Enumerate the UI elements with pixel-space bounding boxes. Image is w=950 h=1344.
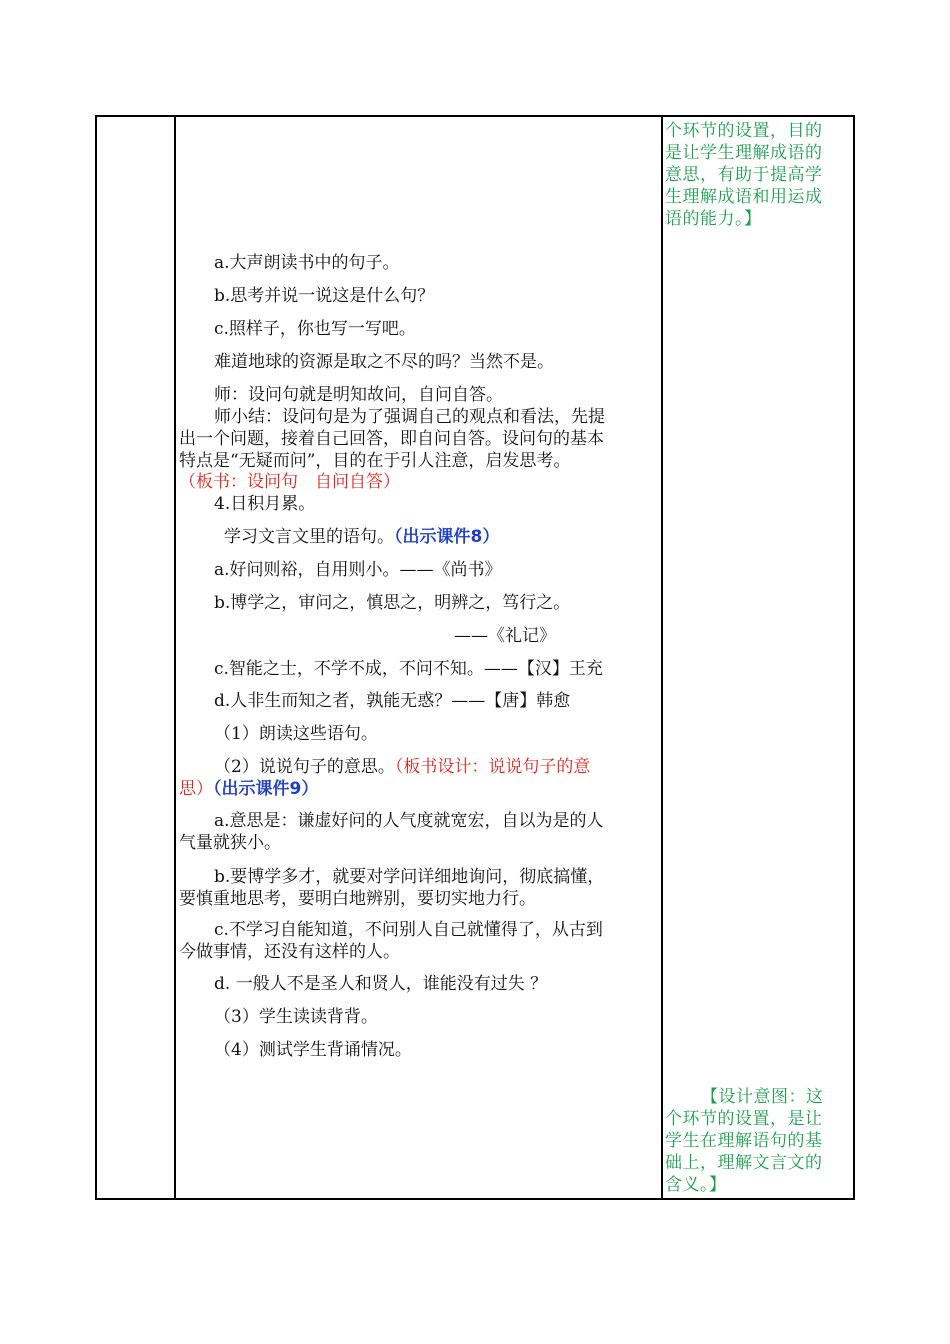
courseware-9: （出示课件9） [213, 779, 319, 799]
courseware-8: （出示课件8） [394, 527, 500, 547]
learn-line [224, 527, 499, 548]
quote-a: a.好问则裕，自用则小。——《尚书》 [214, 560, 502, 580]
step-2-cont [179, 779, 318, 800]
board-note-2a: （板书设计：说说句子的意 [394, 757, 591, 777]
intent-top-line: 生理解成语和用运成 [665, 187, 823, 207]
meaning-d: d. 一般人不是圣人和贤人，谁能没有过失 ？ [214, 974, 548, 994]
step-4: （4）测试学生背诵情况。 [214, 1040, 412, 1060]
meaning-c-2: 今做事情，还没有这样的人。 [179, 942, 400, 962]
quote-b: b.博学之，审问之，慎思之，明辨之，笃行之。 [214, 593, 571, 613]
intent-top-line: 个环节的设置，目的 [665, 121, 823, 141]
intent-bottom-line: 含义。】 [665, 1175, 727, 1195]
design-intent-column [663, 117, 853, 1198]
step-c-write: c.照样子，你也写一写吧。 [214, 319, 416, 339]
learn-text: 学习文言文里的语句。 [224, 527, 394, 547]
board-note-2b: 思） [179, 779, 213, 799]
intent-bottom-line: 个环节的设置，是让 [665, 1109, 823, 1129]
summary-line-2: 出一个问题，接着自己回答，即自问自答。设问句的基本 [179, 429, 604, 449]
step-b-think: b.思考并说一说这是什么句？ [214, 286, 435, 306]
intent-top-line: 语的能力。】 [665, 209, 762, 229]
intent-top-line: 意思，有助于提高学 [665, 165, 823, 185]
meaning-b-2: 要慎重地思考，要明白地辨别，要切实地力行。 [179, 889, 536, 909]
meaning-a-2: 气量就狭小。 [179, 833, 281, 853]
design-intent-top [665, 120, 823, 230]
summary-line-3: 特点是“无疑而问”，目的在于引人注意，启发思考。 [179, 451, 571, 471]
quote-b-source: ——《礼记》 [454, 626, 556, 646]
example-sentence: 难道地球的资源是取之不尽的吗？当然不是。 [214, 352, 554, 372]
stage-column [97, 117, 176, 1198]
board-note-1: （板书：设问句 自问自答） [179, 472, 400, 492]
meaning-a-1: a.意思是：谦虚好问的人气度就宽宏，自以为是的人 [214, 811, 604, 831]
activity-column [176, 117, 663, 1198]
meaning-b-1: b.要博学多才，就要对学问详细地询问，彻底搞懂， [214, 867, 605, 887]
intent-bottom-line: 【设计意图：这 [701, 1087, 824, 1107]
lesson-table [95, 115, 855, 1200]
intent-top-line: 是让学生理解成语的 [665, 143, 823, 163]
intent-bottom-line: 础上，理解文言文的 [665, 1153, 823, 1173]
step-3: （3）学生读读背背。 [214, 1007, 378, 1027]
quote-d: d.人非生而知之者，孰能无惑？——【唐】韩愈 [214, 691, 571, 711]
meaning-c-1: c.不学习自能知道，不问别人自己就懂得了，从古到 [214, 920, 603, 940]
step-2-text: （2）说说句子的意思。 [214, 757, 395, 777]
summary-line-1: 师小结：设问句是为了强调自己的观点和看法，先提 [214, 407, 605, 427]
quote-c: c.智能之士，不学不成，不问不知。——【汉】王充 [214, 659, 603, 679]
step-a-read: a.大声朗读书中的句子。 [214, 253, 400, 273]
teacher-line: 师：设问句就是明知故问，自问自答。 [214, 385, 503, 405]
step-2 [214, 757, 590, 778]
step-1: （1）朗读这些语句。 [214, 724, 378, 744]
intent-bottom-line: 学生在理解语句的基 [665, 1131, 823, 1151]
design-intent-bottom [665, 1086, 824, 1196]
item-4-heading: 4.日积月累。 [214, 494, 316, 514]
